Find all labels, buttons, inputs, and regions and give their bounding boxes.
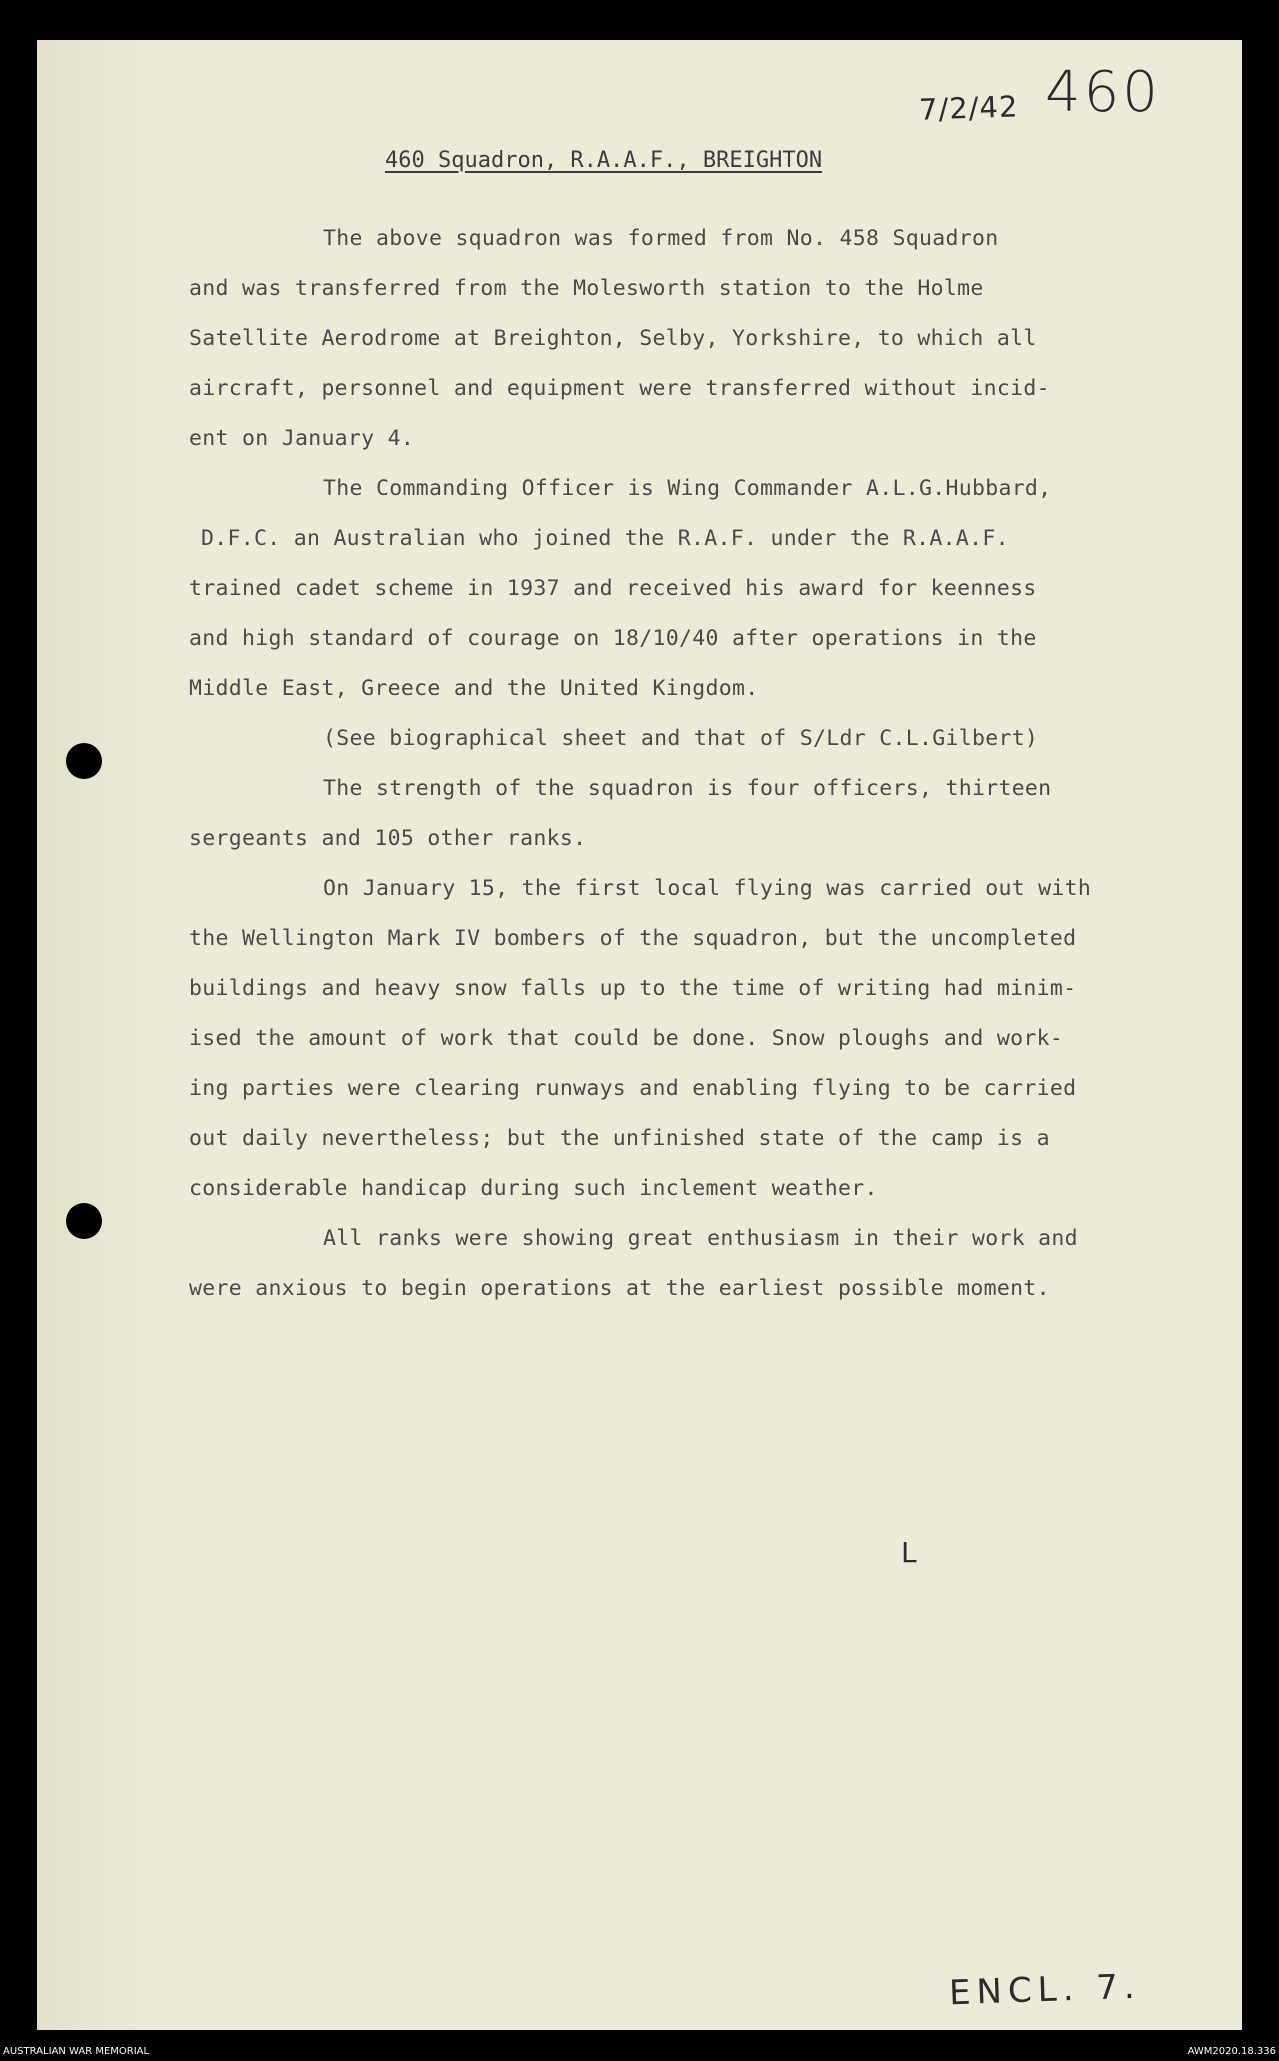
handwritten-mark: L [901,1536,917,1569]
punch-hole-top [66,743,102,779]
handwritten-enclosure-label: ENCL. 7. [948,1966,1142,2014]
document-title: 460 Squadron, R.A.A.F., BREIGHTON [385,148,823,173]
body-line: buildings and heavy snow falls up to the time of writing had minim- [189,976,1077,1001]
punch-hole-bottom [66,1203,102,1239]
body-line: and was transferred from the Molesworth station to the Holme [189,276,984,301]
body-line: and high standard of courage on 18/10/40 after operations in the [189,626,1037,651]
body-line: D.F.C. an Australian who joined the R.A.F. under the R.A.A.F. [201,526,1009,551]
body-line: were anxious to begin operations at the earliest possible moment. [189,1276,1050,1301]
body-line: the Wellington Mark IV bombers of the squadron, but the uncompleted [189,926,1077,951]
footer-institution: AUSTRALIAN WAR MEMORIAL [3,2046,150,2057]
body-line: ent on January 4. [189,426,415,451]
body-line: (See biographical sheet and that of S/Ldr C.L.Gilbert) [323,726,1039,751]
body-line: The Commanding Officer is Wing Commander A.L.G.Hubbard, [323,476,1052,501]
body-line: considerable handicap during such inclement weather. [189,1176,878,1201]
body-line: All ranks were showing great enthusiasm in their work and [323,1226,1078,1251]
body-line: On January 15, the first local flying was carried out with [323,876,1092,901]
body-line: out daily nevertheless; but the unfinished state of the camp is a [189,1126,1050,1151]
body-line: trained cadet scheme in 1937 and received his award for keenness [189,576,1037,601]
body-line: aircraft, personnel and equipment were transferred without incid- [189,376,1050,401]
body-line: ing parties were clearing runways and enabling flying to be carried [189,1076,1077,1101]
body-line: Middle East, Greece and the United Kingdom. [189,676,759,701]
body-line: Satellite Aerodrome at Breighton, Selby, Yorkshire, to which all [189,326,1037,351]
body-line: The strength of the squadron is four officers, thirteen [323,776,1052,801]
handwritten-date: 7/2/42 [918,89,1019,127]
handwritten-squadron-number: 460 [1045,60,1161,125]
body-line: The above squadron was formed from No. 458 Squadron [323,226,999,251]
body-line: sergeants and 105 other ranks. [189,826,587,851]
document-page [37,40,1242,2030]
body-line: ised the amount of work that could be done. Snow ploughs and work- [189,1026,1064,1051]
paper-edge-shade [37,40,157,2030]
footer-accession-number: AWM2020.18.336 [1187,2046,1276,2057]
